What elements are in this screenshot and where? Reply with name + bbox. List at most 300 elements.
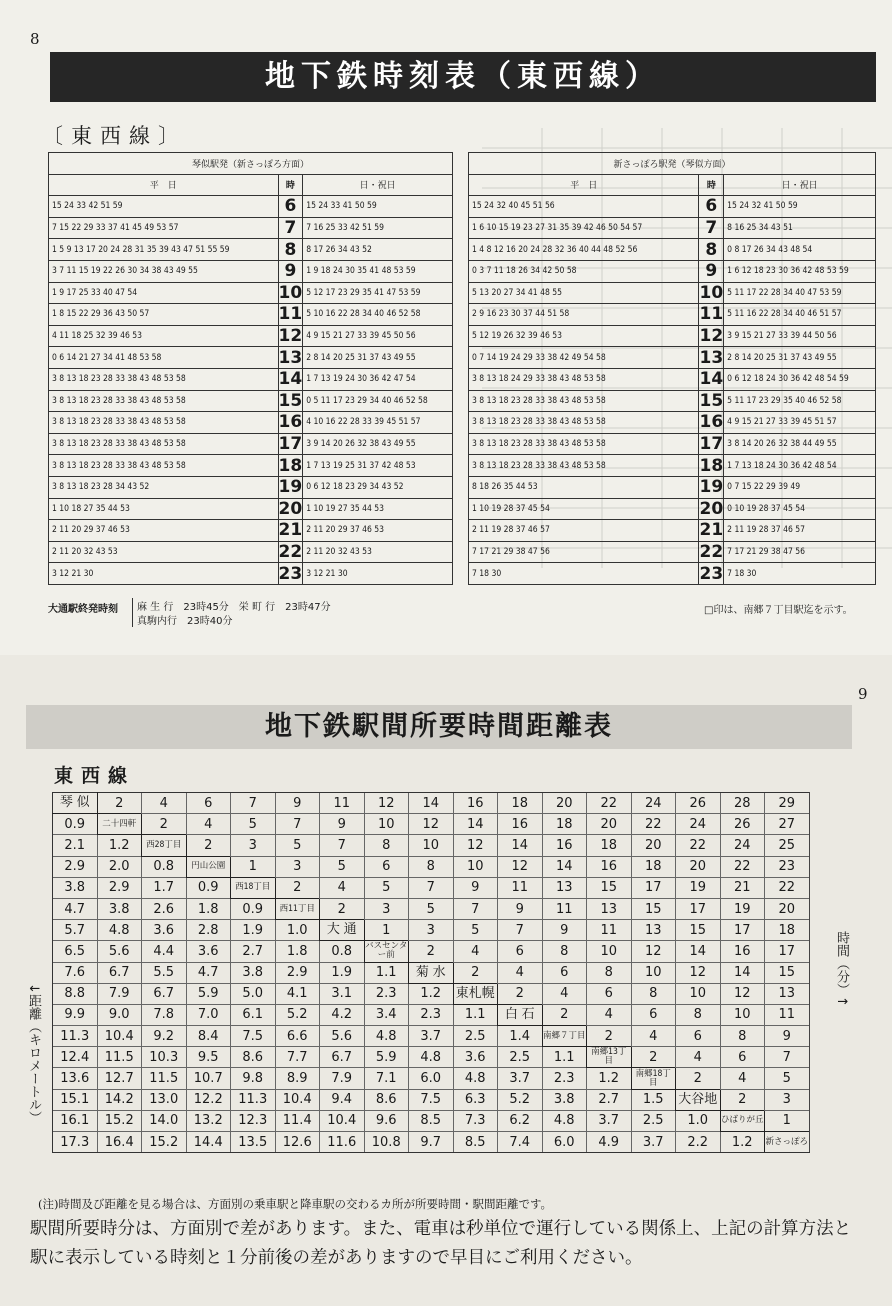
- travel-minutes: 14: [409, 793, 454, 814]
- distance-km: 3.7: [498, 1068, 543, 1089]
- distance-km: 6.5: [53, 941, 98, 962]
- travel-minutes: 8: [364, 835, 409, 856]
- travel-minutes: 24: [631, 793, 676, 814]
- hour: 16: [278, 412, 303, 433]
- distance-km: 0.9: [53, 814, 98, 835]
- travel-minutes: 1: [364, 920, 409, 941]
- travel-minutes: 10: [453, 856, 498, 877]
- holiday-minutes: 0 8 17 26 34 43 48 54: [724, 239, 876, 261]
- timetable-row: [49, 282, 453, 304]
- timetable-row: [469, 563, 876, 585]
- distance-km: 0.9: [231, 898, 276, 919]
- travel-minutes: 2: [720, 1089, 765, 1110]
- distance-km: 16.4: [97, 1132, 142, 1153]
- hour: 14: [699, 369, 724, 390]
- distance-km: 1.2: [587, 1068, 632, 1089]
- holiday-minutes: 0 5 11 17 23 29 34 40 46 52 58: [303, 390, 453, 412]
- distance-km: 15.1: [53, 1089, 98, 1110]
- distance-km: 4.4: [142, 941, 187, 962]
- weekday-minutes: 7 17 21 29 38 47 56: [469, 541, 699, 563]
- travel-minutes: 4: [186, 814, 231, 835]
- timetable-row: [469, 196, 876, 218]
- matrix-row: [53, 1110, 810, 1131]
- distance-km: 7.4: [498, 1132, 543, 1153]
- distance-km: 3.6: [453, 1047, 498, 1068]
- travel-minutes: 16: [498, 814, 543, 835]
- travel-minutes: 18: [765, 920, 810, 941]
- distance-km: 2.8: [186, 920, 231, 941]
- travel-minutes: 17: [676, 898, 721, 919]
- travel-minutes: 16: [720, 941, 765, 962]
- column-holiday: 日・祝日: [303, 174, 453, 196]
- timetable-row: [49, 563, 453, 585]
- hour: 7: [699, 217, 724, 239]
- distance-km: 7.9: [97, 983, 142, 1004]
- travel-minutes: 2: [453, 962, 498, 983]
- distance-km: 0.8: [142, 856, 187, 877]
- matrix-row: [53, 1068, 810, 1089]
- description: 駅間所要時分は、方面別で差があります。また、電車は秒単位で運行している関係上、上記の計算方法と駅に表示している時刻と１分前後の差がありますので早目にご利用ください。: [30, 1219, 852, 1268]
- travel-minutes: 8: [720, 1026, 765, 1047]
- travel-minutes: 15: [765, 962, 810, 983]
- distance-km: 1.4: [498, 1026, 543, 1047]
- hour: 17: [278, 434, 303, 455]
- travel-minutes: 21: [720, 877, 765, 898]
- travel-minutes: 1: [765, 1110, 810, 1131]
- travel-minutes: 9: [542, 920, 587, 941]
- page-number: 9: [858, 685, 868, 703]
- travel-minutes: 5: [409, 898, 454, 919]
- travel-minutes: 8: [587, 962, 632, 983]
- holiday-minutes: 4 9 15 21 27 33 39 45 51 57: [724, 412, 876, 434]
- travel-minutes: 11: [498, 877, 543, 898]
- hour: 22: [278, 541, 303, 562]
- distance-km: 13.2: [186, 1110, 231, 1131]
- distance-km: 9.9: [53, 1004, 98, 1025]
- timetable-row: [469, 476, 876, 498]
- weekday-minutes: 5 13 20 27 34 41 48 55: [469, 282, 699, 304]
- station-name: 南郷13丁目: [587, 1047, 632, 1068]
- timetable-row: [469, 433, 876, 455]
- page-title: 地下鉄駅間所要時間距離表: [26, 705, 852, 749]
- holiday-minutes: 2 11 19 28 37 46 57: [724, 520, 876, 542]
- distance-km: 7.0: [186, 1004, 231, 1025]
- distance-km: 10.8: [364, 1132, 409, 1153]
- travel-minutes: 14: [498, 835, 543, 856]
- timetable-row: [49, 368, 453, 390]
- holiday-minutes: 15 24 32 41 50 59: [724, 196, 876, 218]
- distance-km: 3.8: [231, 962, 276, 983]
- travel-minutes: 3: [231, 835, 276, 856]
- holiday-minutes: 3 8 14 20 26 32 38 44 49 55: [724, 433, 876, 455]
- distance-km: 13.0: [142, 1089, 187, 1110]
- travel-minutes: 6: [720, 1047, 765, 1068]
- travel-minutes: 17: [631, 877, 676, 898]
- distance-km: 6.3: [453, 1089, 498, 1110]
- holiday-minutes: 5 11 17 22 28 34 40 47 53 59: [724, 282, 876, 304]
- weekday-minutes: 2 11 19 28 37 46 57: [469, 520, 699, 542]
- distance-km: 5.7: [53, 920, 98, 941]
- timetable-shin-sapporo-departure: [468, 152, 876, 585]
- weekday-minutes: 1 10 18 27 35 44 53: [49, 498, 279, 520]
- travel-minutes: 11: [320, 793, 365, 814]
- holiday-minutes: 4 9 15 21 27 33 39 45 50 56: [303, 325, 453, 347]
- weekday-minutes: 1 8 15 22 29 36 43 50 57: [49, 304, 279, 326]
- axis-label-time: 時間（分）↑: [834, 931, 849, 1007]
- travel-minutes: 22: [631, 814, 676, 835]
- weekday-minutes: 7 15 22 29 33 37 41 45 49 53 57: [49, 217, 279, 239]
- travel-minutes: 6: [587, 983, 632, 1004]
- travel-minutes: 9: [275, 793, 320, 814]
- station-name: 菊 水: [409, 962, 454, 983]
- distance-km: 12.4: [53, 1047, 98, 1068]
- travel-minutes: 7: [275, 814, 320, 835]
- matrix-row: [53, 877, 810, 898]
- travel-minutes: 11: [587, 920, 632, 941]
- matrix-row: [53, 814, 810, 835]
- travel-minutes: 13: [542, 877, 587, 898]
- distance-km: 5.0: [231, 983, 276, 1004]
- distance-km: 12.7: [97, 1068, 142, 1089]
- travel-minutes: 7: [765, 1047, 810, 1068]
- hour: 15: [278, 390, 303, 411]
- travel-minutes: 18: [542, 814, 587, 835]
- station-name: 大 通: [320, 920, 365, 941]
- distance-km: 12.3: [231, 1110, 276, 1131]
- travel-minutes: 25: [765, 835, 810, 856]
- hour: 14: [278, 369, 303, 390]
- weekday-minutes: 8 18 26 35 44 53: [469, 476, 699, 498]
- travel-minutes: 5: [231, 814, 276, 835]
- distance-km: 4.8: [453, 1068, 498, 1089]
- distance-km: 12.6: [275, 1132, 320, 1153]
- distance-km: 2.3: [409, 1004, 454, 1025]
- distance-km: 10.7: [186, 1068, 231, 1089]
- distance-km: 2.9: [275, 962, 320, 983]
- timetable-row: [49, 541, 453, 563]
- travel-minutes: 20: [631, 835, 676, 856]
- travel-minutes: 13: [587, 898, 632, 919]
- matrix-row: [53, 1047, 810, 1068]
- distance-km: 1.2: [97, 835, 142, 856]
- hour: 22: [699, 541, 724, 562]
- timetable-row: [469, 541, 876, 563]
- weekday-minutes: 1 4 8 12 16 20 24 28 32 36 40 44 48 52 56: [469, 239, 699, 261]
- travel-minutes: 11: [765, 1004, 810, 1025]
- hour: 23: [699, 563, 724, 584]
- distance-km: 10.4: [320, 1110, 365, 1131]
- travel-minutes: 15: [631, 898, 676, 919]
- weekday-minutes: 2 11 20 29 37 46 53: [49, 520, 279, 542]
- weekday-minutes: 0 3 7 11 18 26 34 42 50 58: [469, 260, 699, 282]
- travel-minutes: 5: [364, 877, 409, 898]
- travel-minutes: 16: [587, 856, 632, 877]
- travel-minutes: 2: [97, 793, 142, 814]
- timetable-row: [469, 498, 876, 520]
- distance-km: 4.1: [275, 983, 320, 1004]
- travel-minutes: 12: [453, 835, 498, 856]
- weekday-minutes: 3 8 13 18 23 28 33 38 43 48 53 58: [49, 412, 279, 434]
- weekday-minutes: 2 9 16 23 30 37 44 51 58: [469, 304, 699, 326]
- hour: 17: [699, 434, 724, 455]
- distance-km: 5.6: [97, 941, 142, 962]
- weekday-minutes: 1 6 10 15 19 23 27 31 35 39 42 46 50 54 57: [469, 217, 699, 239]
- holiday-minutes: 1 7 13 18 24 30 36 42 48 54: [724, 455, 876, 477]
- travel-minutes: 4: [676, 1047, 721, 1068]
- distance-km: 7.3: [453, 1110, 498, 1131]
- timetable-row: [49, 260, 453, 282]
- distance-km: 1.2: [409, 983, 454, 1004]
- distance-km: 2.5: [453, 1026, 498, 1047]
- timetable-heading: 琴似駅発（新さっぽろ方面）: [49, 153, 453, 175]
- holiday-minutes: 8 16 25 34 43 51: [724, 217, 876, 239]
- distance-km: 5.5: [142, 962, 187, 983]
- weekday-minutes: 3 8 13 18 23 28 33 38 43 48 53 58: [469, 412, 699, 434]
- distance-km: 7.6: [53, 962, 98, 983]
- travel-minutes: 2: [498, 983, 543, 1004]
- distance-km: 3.8: [53, 877, 98, 898]
- hour: 9: [278, 260, 303, 282]
- weekday-minutes: 4 11 18 25 32 39 46 53: [49, 325, 279, 347]
- weekday-minutes: 3 8 13 18 24 29 33 38 43 48 53 58: [469, 368, 699, 390]
- travel-minutes: 5: [765, 1068, 810, 1089]
- distance-km: 13.6: [53, 1068, 98, 1089]
- holiday-minutes: 1 10 19 27 35 44 53: [303, 498, 453, 520]
- distance-km: 1.8: [186, 898, 231, 919]
- station-name: ひばりが丘: [720, 1110, 765, 1131]
- line-label: 〔東西線〕: [42, 124, 187, 148]
- travel-minutes: 14: [720, 962, 765, 983]
- distance-km: 0.8: [320, 941, 365, 962]
- hour: 19: [278, 477, 303, 498]
- weekday-minutes: 3 8 13 18 23 28 33 38 43 48 53 58: [469, 455, 699, 477]
- distance-km: 11.5: [142, 1068, 187, 1089]
- travel-minutes: 22: [587, 793, 632, 814]
- distance-km: 4.7: [53, 898, 98, 919]
- travel-minutes: 9: [765, 1026, 810, 1047]
- hour: 15: [699, 390, 724, 411]
- page-9: [0, 655, 892, 1306]
- hour: 21: [699, 520, 724, 541]
- column-holiday: 日・祝日: [724, 174, 876, 196]
- distance-km: 11.6: [320, 1132, 365, 1153]
- distance-km: 4.8: [97, 920, 142, 941]
- travel-minutes: 4: [720, 1068, 765, 1089]
- hour: 16: [699, 412, 724, 433]
- distance-km: 6.1: [231, 1004, 276, 1025]
- holiday-minutes: 1 9 18 24 30 35 41 48 53 59: [303, 260, 453, 282]
- distance-km: 8.9: [275, 1068, 320, 1089]
- holiday-minutes: 2 11 20 29 37 46 53: [303, 520, 453, 542]
- station-name: 大谷地: [676, 1089, 721, 1110]
- holiday-minutes: 1 7 13 19 24 30 36 42 47 54: [303, 368, 453, 390]
- timetable-row: [49, 196, 453, 218]
- distance-km: 8.6: [364, 1089, 409, 1110]
- holiday-minutes: 7 16 25 33 42 51 59: [303, 217, 453, 239]
- timetable-row: [49, 239, 453, 261]
- matrix-row: [53, 920, 810, 941]
- travel-minutes: 20: [676, 856, 721, 877]
- matrix-row: [53, 1089, 810, 1110]
- timetable-row: [469, 455, 876, 477]
- column-weekday: 平 日: [469, 174, 699, 196]
- hour: 21: [278, 520, 303, 541]
- travel-minutes: 3: [409, 920, 454, 941]
- distance-km: 1.8: [275, 941, 320, 962]
- travel-minutes: 15: [587, 877, 632, 898]
- distance-km: 8.4: [186, 1026, 231, 1047]
- distance-km: 2.5: [631, 1110, 676, 1131]
- weekday-minutes: 15 24 33 42 51 59: [49, 196, 279, 218]
- distance-km: 2.9: [97, 877, 142, 898]
- distance-km: 13.5: [231, 1132, 276, 1153]
- holiday-minutes: 0 6 12 18 24 30 36 42 48 54 59: [724, 368, 876, 390]
- distance-km: 7.7: [275, 1047, 320, 1068]
- travel-minutes: 4: [320, 877, 365, 898]
- timetable-row: [469, 217, 876, 239]
- holiday-minutes: 2 8 14 20 25 31 37 43 49 55: [724, 347, 876, 369]
- matrix-row: [53, 962, 810, 983]
- travel-minutes: 22: [676, 835, 721, 856]
- holiday-minutes: 0 10 19 28 37 45 54: [724, 498, 876, 520]
- matrix-row: [53, 835, 810, 856]
- weekday-minutes: 3 8 13 18 23 28 33 38 43 48 53 58: [469, 390, 699, 412]
- travel-minutes: 9: [498, 898, 543, 919]
- distance-km: 7.5: [409, 1089, 454, 1110]
- travel-minutes: 6: [542, 962, 587, 983]
- station-name: 琴 似: [53, 793, 98, 814]
- distance-km: 2.7: [587, 1089, 632, 1110]
- travel-minutes: 24: [676, 814, 721, 835]
- distance-km: 9.0: [97, 1004, 142, 1025]
- distance-km: 10.4: [97, 1026, 142, 1047]
- travel-minutes: 4: [542, 983, 587, 1004]
- column-hour: 時: [278, 174, 303, 196]
- distance-km: 3.7: [409, 1026, 454, 1047]
- hour: 6: [278, 196, 303, 218]
- travel-minutes: 12: [720, 983, 765, 1004]
- travel-minutes: 3: [364, 898, 409, 919]
- distance-km: 0.9: [186, 877, 231, 898]
- distance-km: 1.0: [676, 1110, 721, 1131]
- distance-km: 9.8: [231, 1068, 276, 1089]
- travel-minutes: 2: [320, 898, 365, 919]
- hour: 23: [278, 563, 303, 584]
- hour: 13: [699, 347, 724, 368]
- holiday-minutes: 15 24 33 41 50 59: [303, 196, 453, 218]
- hour: 8: [278, 239, 303, 261]
- distance-km: 3.8: [97, 898, 142, 919]
- holiday-minutes: 8 17 26 34 43 52: [303, 239, 453, 261]
- distance-km: 3.7: [631, 1132, 676, 1153]
- timetable-row: [49, 304, 453, 326]
- weekday-minutes: 3 12 21 30: [49, 563, 279, 585]
- matrix-row: [53, 1026, 810, 1047]
- timetable-row: [49, 217, 453, 239]
- timetable-kotoni-departure: [48, 152, 453, 585]
- last-train-times-2: 真駒内行 23時40分: [132, 612, 232, 627]
- holiday-minutes: 7 17 21 29 38 47 56: [724, 541, 876, 563]
- timetable-row: [49, 433, 453, 455]
- hour: 18: [278, 455, 303, 476]
- timetable-row: [49, 412, 453, 434]
- box-mark-note: □印は、南郷７丁目駅迄を示す。: [704, 605, 853, 616]
- hour: 9: [699, 260, 724, 282]
- weekday-minutes: 5 12 19 26 32 39 46 53: [469, 325, 699, 347]
- travel-minutes: 3: [275, 856, 320, 877]
- travel-minutes: 17: [765, 941, 810, 962]
- station-name: 南郷７丁目: [542, 1026, 587, 1047]
- travel-minutes: 2: [275, 877, 320, 898]
- holiday-minutes: 3 9 15 21 27 33 39 44 50 56: [724, 325, 876, 347]
- travel-minutes: 6: [364, 856, 409, 877]
- station-name: 西11丁目: [275, 898, 320, 919]
- distance-km: 2.5: [498, 1047, 543, 1068]
- distance-km: 4.8: [542, 1110, 587, 1131]
- hour: 20: [278, 498, 303, 519]
- timetable-heading: 新さっぽろ駅発（琴似方面）: [469, 153, 876, 175]
- distance-km: 6.0: [542, 1132, 587, 1153]
- distance-km: 15.2: [97, 1110, 142, 1131]
- travel-minutes: 6: [186, 793, 231, 814]
- distance-km: 7.5: [231, 1026, 276, 1047]
- travel-minutes: 10: [676, 983, 721, 1004]
- holiday-minutes: 3 9 14 20 26 32 38 43 49 55: [303, 433, 453, 455]
- weekday-minutes: 3 8 13 18 23 28 33 38 43 48 53 58: [49, 455, 279, 477]
- holiday-minutes: 0 7 15 22 29 39 49: [724, 476, 876, 498]
- travel-minutes: 6: [676, 1026, 721, 1047]
- travel-minutes: 2: [542, 1004, 587, 1025]
- holiday-minutes: 1 6 12 18 23 30 36 42 48 53 59: [724, 260, 876, 282]
- travel-minutes: 18: [498, 793, 543, 814]
- travel-minutes: 4: [498, 962, 543, 983]
- travel-minutes: 20: [542, 793, 587, 814]
- timetable-row: [469, 412, 876, 434]
- distance-km: 2.2: [676, 1132, 721, 1153]
- travel-minutes: 2: [676, 1068, 721, 1089]
- travel-minutes: 9: [320, 814, 365, 835]
- holiday-minutes: 2 8 14 20 25 31 37 43 49 55: [303, 347, 453, 369]
- distance-km: 11.3: [53, 1026, 98, 1047]
- hour: 19: [699, 477, 724, 498]
- distance-km: 2.7: [231, 941, 276, 962]
- travel-minutes: 28: [720, 793, 765, 814]
- distance-km: 1.9: [231, 920, 276, 941]
- timetable-row: [49, 498, 453, 520]
- station-name: バスセンター前: [365, 941, 408, 961]
- distance-km: 6.7: [320, 1047, 365, 1068]
- distance-km: 2.3: [542, 1068, 587, 1089]
- last-train-times-1: 麻 生 行 23時45分 栄 町 行 23時47分: [132, 598, 331, 613]
- distance-km: 5.2: [275, 1004, 320, 1025]
- distance-km: 11.3: [231, 1089, 276, 1110]
- distance-km: 9.6: [364, 1110, 409, 1131]
- timetable-row: [49, 347, 453, 369]
- timetable-row: [469, 520, 876, 542]
- travel-minutes: 12: [676, 962, 721, 983]
- distance-km: 15.2: [142, 1132, 187, 1153]
- timetable-row: [49, 390, 453, 412]
- travel-minutes: 12: [409, 814, 454, 835]
- distance-km: 14.0: [142, 1110, 187, 1131]
- travel-minutes: 4: [587, 1004, 632, 1025]
- holiday-minutes: 7 18 30: [724, 563, 876, 585]
- travel-minutes: 6: [631, 1004, 676, 1025]
- travel-minutes: 4: [631, 1026, 676, 1047]
- travel-minutes: 10: [631, 962, 676, 983]
- page-number: 8: [30, 30, 40, 48]
- distance-km: 9.5: [186, 1047, 231, 1068]
